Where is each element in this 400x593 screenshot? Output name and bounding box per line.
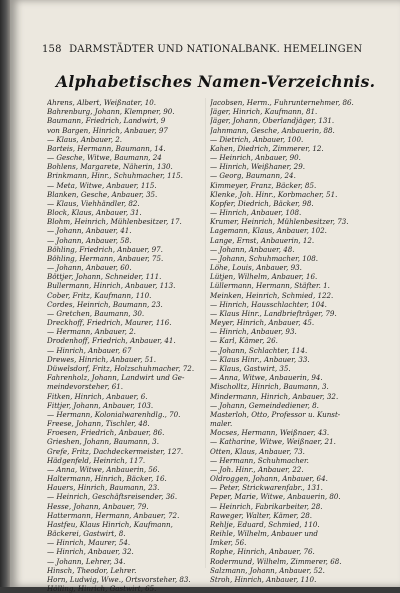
directory-entry: Drewes, Hinrich, Anbauer, 51. [47,354,157,364]
directory-entry: — Hermann, Anbauer, 2. [47,327,136,337]
directory-entry: — Hermann, Kolonialwarenhdlg., 70. [47,409,181,419]
directory-entry: Grefe, Fritz, Dachdeckermeister, 127. [47,446,184,456]
directory-entry: — Katharine, Witwe, Weißnaer, 21. [210,437,336,447]
directory-entry: — Klaus, Gastwirt, 35. [210,363,291,373]
directory-entry: Blohm, Heinrich, Mühlenbesitzer, 17. [47,217,182,227]
directory-entry: Fahrenholz, Johann, Landwirt und Ge- [47,373,185,383]
directory-entry: — Johann, Anbauer, 58. [47,235,132,245]
directory-entry: Blanken, Gesche, Anbauer, 35. [47,189,158,199]
directory-entry: Otten, Klaus, Anbauer, 73. [210,446,305,456]
directory-entry: Cordes, Heinrich, Baumann, 23. [47,299,163,309]
directory-entry: Stroh, Hinrich, Anbauer, 110. [210,574,317,584]
directory-entry: Masterloh, Otto, Professor u. Kunst- [210,409,341,419]
directory-entry: Mocses, Hermann, Weißnaer, 43. [210,428,330,438]
directory-entry: Reihle, Wilhelm, Anbauer und [210,529,318,539]
directory-entry: — Heinrich, Geschäftsreisender, 36. [47,492,178,502]
directory-entry: Klenke, Joh. Hinr., Korbmacher, 51. [210,189,338,199]
directory-entry: Böhling, Hermann, Anbauer, 75. [47,253,164,263]
directory-entry: — Georg, Baumann, 24. [210,171,296,181]
directory-entry: — Johann, Anbauer, 60. [47,263,132,273]
name-column-left [47,98,209,593]
directory-entry: Lütjen, Wilhelm, Anbauer, 16. [210,272,318,282]
directory-entry: Bahrenburg, Johann, Klempner, 90. [47,107,175,117]
directory-entry: Hattermann, Hermann, Anbauer, 72. [47,510,180,520]
directory-entry: Hesse, Johann, Anbauer, 79. [47,501,149,511]
directory-entry: von Bargen, Hinrich, Anbauer, 97 [47,125,168,135]
directory-entry: — Gretchen, Baumann, 30. [47,308,145,318]
directory-entry: Kahen, Diedrich, Zimmerer, 12. [210,143,324,153]
directory-entry: — Klaus, Anbauer, 2. [47,134,122,144]
directory-entry: Baumann, Friedrich, Landwirt, 9 [47,116,166,126]
directory-entry: Freese, Johann, Tischler, 48. [47,419,150,429]
directory-entry: — Hinrich, Anbauer, 32. [47,547,134,557]
directory-entry: Hastfeu, Klaus Hinrich, Kaufmann, [47,519,173,529]
directory-entry: — Johann, Schlachter, 114. [210,345,308,355]
directory-entry: — Johann, Gemeindediener, 8. [210,400,319,410]
directory-entry: Froesen, Friedrich, Anbauer, 86. [47,428,165,438]
directory-entry: Rehlje, Eduard, Schmied, 110. [210,519,320,529]
directory-entry: Hauers, Hinrich, Baumann, 23. [47,483,160,493]
directory-entry: Düwelsdorf, Fritz, Holzschuhmacher, 72. [47,363,195,373]
directory-entry: Hädgenfeld, Heinrich, 117. [47,455,146,465]
directory-entry: — Joh. Hinr., Anbauer, 22. [210,464,304,474]
directory-entry: Mischolltz, Hinrich, Baumann, 3. [210,382,329,392]
directory-entry: — Johann, Anbauer, 41. [47,226,132,236]
directory-entry: Lagemann, Klaus, Anbauer, 102. [210,226,327,236]
directory-entry: Kopfer, Diedrich, Bäcker, 98. [210,198,314,208]
directory-entry: — Meta, Witwe, Anbauer, 115. [47,180,157,190]
directory-entry: Lange, Ernst, Anbauerin, 12. [210,235,315,245]
directory-entry: — Karl, Kämer, 26. [210,336,278,346]
directory-entry: — Hermann, Schuhmacher. [210,455,309,465]
directory-entry: — Anna, Witwe, Anbauerin, 56. [47,464,160,474]
directory-entry: — Johann, Anbauer, 48. [210,244,295,254]
directory-entry: Hinsch, Theodor, Lehrer. [47,565,137,575]
directory-entry: Bohlens, Margarete, Näherin, 130. [47,162,173,172]
directory-entry: — Klaus Hinr., Landbriefträger, 79. [210,308,337,318]
page-header [42,44,372,58]
directory-entry: Jäger, Johann, Oberlandjäger, 131. [210,116,335,126]
directory-entry: Böhling, Friedrich, Anbauer, 97. [47,244,163,254]
directory-entry: Meinken, Heinrich, Schmied, 122. [210,290,334,300]
directory-entry: — Klaus, Viehhändler, 82. [47,198,140,208]
directory-entry: Meyer, Hinrich, Anbauer, 45. [210,318,315,328]
directory-entry: — Gesche, Witwe, Baumann, 24 [47,153,162,163]
directory-entry: Rodermund, Wilhelm, Zimmerer, 68. [210,556,342,566]
directory-entry: Dreckhoff, Friedrich, Maurer, 116. [47,318,172,328]
directory-entry: Peper, Marie, Witwe, Anbauerin, 80. [210,492,341,502]
directory-entry: Cober, Fritz, Kaufmann, 110. [47,290,152,300]
directory-entry: Barteis, Hermann, Baumann, 14. [47,143,166,153]
directory-entry: Drodenhoff, Friedrich, Anbauer, 41. [47,336,176,346]
directory-entry: — Johann, Lehrer, 34. [47,556,126,566]
directory-entry: Brinkmann, Hinr., Schuhmacher, 115. [47,171,183,181]
directory-entry: Grieshen, Johann, Baumann, 3. [47,437,159,447]
directory-entry: — Hinrich, Maurer, 54. [47,538,131,548]
directory-entry: — Hinrich, Weißhaner, 29. [210,162,305,172]
directory-entry: Hölling, Hinrich, Gastwirt, 65. [47,584,157,593]
directory-entry: — Klaus Hinr., Anbauer, 33. [210,354,310,364]
directory-entry: Jahnmann, Gesche, Anbauerin, 88. [210,125,335,135]
directory-entry: Krumer, Heinrich, Mühlenbesitzer, 73. [210,217,349,227]
directory-entry: Haltermann, Hinrich, Bäcker, 16. [47,474,167,484]
directory-entry: Böttjer, Johann, Schneider, 111. [47,272,162,282]
directory-entry: Horn, Ludwig, Wwe., Ortsvorsteher, 83. [47,574,191,584]
directory-entry: — Hinrich, Anbauer, 108. [210,208,302,218]
directory-entry: Jacobsen, Herm., Fuhrunternehmer, 86. [210,98,354,107]
directory-entry: — Hinrich, Anbauer, 93. [210,327,297,337]
directory-entry: — Johann, Schuhmacher, 108. [210,253,319,263]
directory-entry: Mindermann, Hinrich, Anbauer, 32. [210,391,339,401]
directory-entry: Raweger, Walter, Kämer, 28. [210,510,313,520]
page-number: 158 [42,44,62,55]
directory-entry: — Heinrich, Anbauer, 90. [210,153,301,163]
running-title: DARMSTÄDTER UND NATIONALBANK. HEMELINGEN [69,44,363,55]
directory-entry: Lüllermann, Hermann, Stäfter. 1. [210,281,330,291]
directory-entry: maler. [210,419,233,429]
directory-entry: Imker, 56. [210,538,247,548]
directory-entry: Salzmann, Johann, Anbauer, 52. [210,565,325,575]
directory-entry: — Hinrich, Hausschlachter, 104. [210,299,327,309]
directory-entry: Fittjer, Johann, Anbauer, 103. [47,400,154,410]
directory-entry: meindevorsteher, 61. [47,382,124,392]
directory-entry: Fitken, Hinrich, Anbauer, 6. [47,391,148,401]
directory-entry: Rophe, Hinrich, Anbauer, 76. [210,547,315,557]
directory-entry: — Hinrich, Anbauer, 67 [47,345,132,355]
directory-entry: Kimmeyer, Franz, Bäcker, 85. [210,180,317,190]
directory-entry: Jäger, Hinrich, Kaufmann, 81. [210,107,318,117]
directory-entry: — Dietrich, Anbauer, 100. [210,134,304,144]
name-column-right [210,98,372,584]
directory-entry: — Heinrich, Fabrikarbeiter, 28. [210,501,323,511]
directory-entry: Ahrens, Albert, Weißnater, 10. [47,98,157,107]
directory-entry: Oldroggen, Johann, Anbauer, 64. [210,474,328,484]
directory-entry: — Anna, Witwe, Anbauerin, 94. [210,373,323,383]
directory-entry: Bäckerei, Gastwirt, 8. [47,529,126,539]
directory-entry: Block, Klaus, Anbauer, 31. [47,208,142,218]
directory-entry: Löhe, Louis, Anbauer, 93. [210,263,302,273]
directory-entry: Bullermann, Hinrich, Anbauer, 113. [47,281,176,291]
directory-entry: — Peter, Strickwarenfabr., 131. [210,483,323,493]
book-gutter [0,0,10,587]
section-title: Alphabetisches Namen-Verzeichnis. [56,72,376,91]
